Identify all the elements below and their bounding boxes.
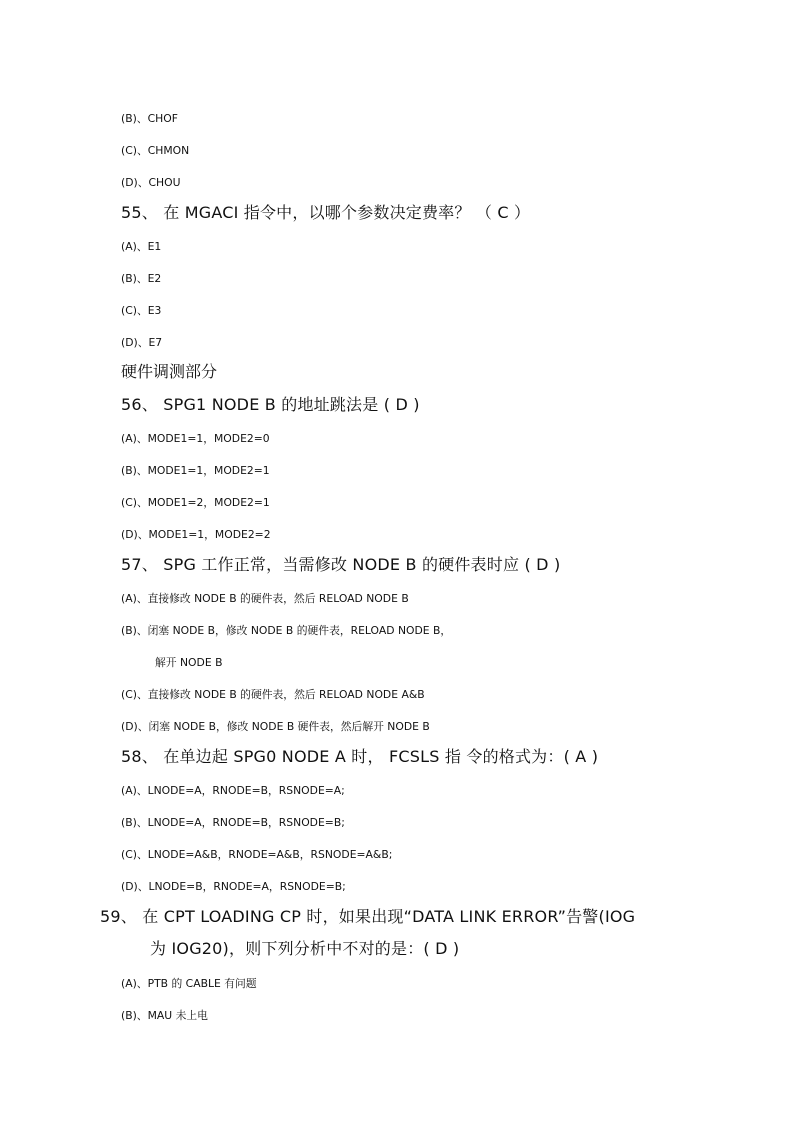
q57-option-a: (A)、直接修改 NODE B 的硬件表，然后 RELOAD NODE B (121, 592, 409, 605)
q58-option-a: (A)、LNODE=A，RNODE=B，RSNODE=A; (121, 784, 345, 797)
q58-question: 58、 在单边起 SPG0 NODE A 时， FCSLS 指 令的格式为：( A ) (121, 747, 599, 766)
q59-option-a: (A)、PTB 的 CABLE 有问题 (121, 977, 257, 990)
q55-option-d: (D)、E7 (121, 336, 163, 349)
q56-question: 56、 SPG1 NODE B 的地址跳法是 ( D ) (121, 395, 420, 414)
q58-option-d: (D)、LNODE=B，RNODE=A，RSNODE=B; (121, 880, 346, 893)
q55-option-c: (C)、E3 (121, 304, 162, 317)
q57-option-b-continued: 解开 NODE B (155, 656, 223, 669)
q59-question-line2: 为 IOG20)，则下列分析中不对的是：( D ) (150, 939, 460, 958)
section-title: 硬件调测部分 (121, 362, 218, 381)
q57-option-c: (C)、直接修改 NODE B 的硬件表，然后 RELOAD NODE A&B (121, 688, 425, 701)
q57-option-b: (B)、闭塞 NODE B，修改 NODE B 的硬件表，RELOAD NODE B， (121, 624, 452, 637)
q56-option-c: (C)、MODE1=2，MODE2=1 (121, 496, 270, 509)
q59-option-b: (B)、MAU 未上电 (121, 1009, 208, 1022)
q54-option-d: (D)、CHOU (121, 176, 181, 189)
q54-option-b: (B)、CHOF (121, 112, 178, 125)
q58-option-c: (C)、LNODE=A&B，RNODE=A&B，RSNODE=A&B; (121, 848, 393, 861)
q56-option-d: (D)、MODE1=1，MODE2=2 (121, 528, 271, 541)
q54-option-c: (C)、CHMON (121, 144, 190, 157)
q56-option-a: (A)、MODE1=1，MODE2=0 (121, 432, 270, 445)
q57-question: 57、 SPG 工作正常，当需修改 NODE B 的硬件表时应 ( D ) (121, 555, 561, 574)
q57-option-d: (D)、闭塞 NODE B，修改 NODE B 硬件表，然后解开 NODE B (121, 720, 430, 733)
q55-option-a: (A)、E1 (121, 240, 162, 253)
q59-question-line1: 59、 在 CPT LOADING CP 时，如果出现“DATA LINK ERROR”告警(IOG (100, 907, 636, 926)
q55-option-b: (B)、E2 (121, 272, 162, 285)
q55-question: 55、 在 MGACI 指令中，以哪个参数决定费率？ （ C ） (121, 203, 531, 222)
q56-option-b: (B)、MODE1=1，MODE2=1 (121, 464, 270, 477)
q58-option-b: (B)、LNODE=A，RNODE=B，RSNODE=B; (121, 816, 345, 829)
